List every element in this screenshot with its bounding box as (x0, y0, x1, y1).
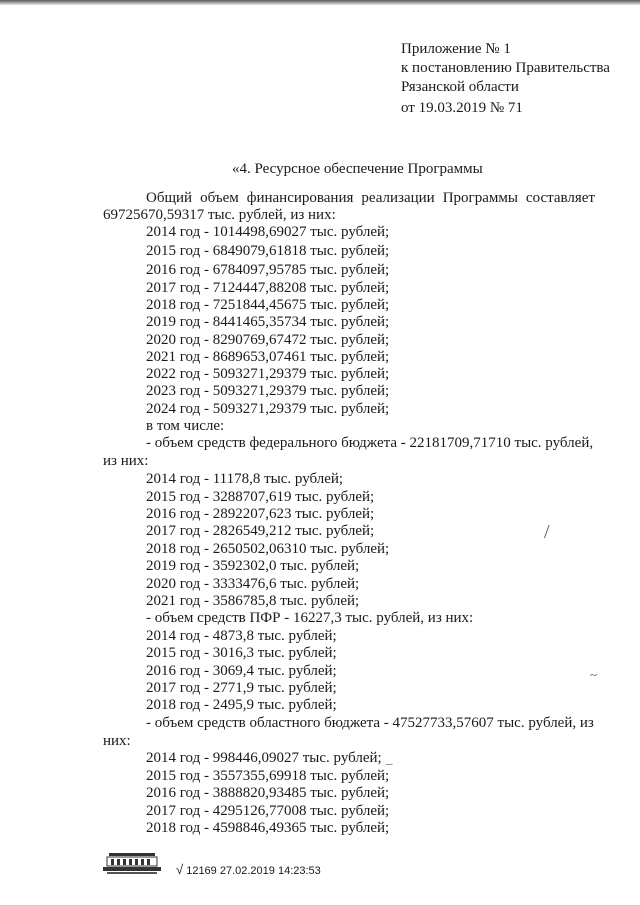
total-year-2024: 2024 год - 5093271,29379 тыс. рублей; (146, 401, 390, 417)
pfr-year-2018: 2018 год - 2495,9 тыс. рублей; (146, 697, 337, 713)
section-title: «4. Ресурсное обеспечение Программы (232, 161, 483, 177)
federal-heading: - объем средств федерального бюджета - 22181709,71710 тыс. рублей, (146, 435, 594, 451)
total-year-2021: 2021 год - 8689653,07461 тыс. рублей; (146, 349, 390, 365)
pfr-year-2016: 2016 год - 3069,4 тыс. рублей; (146, 663, 337, 679)
regional-year-2015: 2015 год - 3557355,69918 тыс. рублей; (146, 768, 390, 784)
federal-year-2017: 2017 год - 2826549,212 тыс. рублей; (146, 523, 375, 539)
pfr-year-2014: 2014 год - 4873,8 тыс. рублей; (146, 628, 337, 644)
federal-heading-cont: из них: (103, 453, 149, 469)
federal-year-2020: 2020 год - 3333476,6 тыс. рублей; (146, 576, 360, 592)
scan-mark: ~ (590, 667, 598, 682)
total-year-2020: 2020 год - 8290769,67472 тыс. рублей; (146, 332, 390, 348)
in-that-number: в том числе: (146, 418, 225, 434)
scan-edge (0, 0, 640, 5)
pfr-heading: - объем средств ПФР - 16227,3 тыс. рублей, из них: (146, 610, 474, 626)
scan-mark: _ (386, 751, 393, 766)
registration-mark-icon: √ (176, 862, 184, 877)
federal-year-2019: 2019 год - 3592302,0 тыс. рублей; (146, 558, 360, 574)
total-year-2016: 2016 год - 6784097,95785 тыс. рублей; (146, 262, 390, 278)
total-year-2015: 2015 год - 6849079,61818 тыс. рублей; (146, 243, 390, 259)
intro-paragraph: Общий объем финансирования реализации Программы составляет 69725670,59317 тыс. рублей, из них: (103, 190, 595, 223)
registration-text: 12169 27.02.2019 14:23:53 (186, 865, 321, 877)
regional-year-2016: 2016 год - 3888820,93485 тыс. рублей; (146, 785, 390, 801)
pfr-year-2017: 2017 год - 2771,9 тыс. рублей; (146, 680, 337, 696)
header-line-4: от 19.03.2019 № 71 (401, 100, 523, 116)
federal-year-2015: 2015 год - 3288707,619 тыс. рублей; (146, 489, 375, 505)
total-year-2022: 2022 год - 5093271,29379 тыс. рублей; (146, 366, 390, 382)
regional-year-2014: 2014 год - 998446,09027 тыс. рублей; (146, 750, 382, 766)
header-line-1: Приложение № 1 (401, 41, 511, 57)
pfr-year-2015: 2015 год - 3016,3 тыс. рублей; (146, 645, 337, 661)
registration-stamp (176, 862, 321, 877)
regional-year-2017: 2017 год - 4295126,77008 тыс. рублей; (146, 803, 390, 819)
total-year-2023: 2023 год - 5093271,29379 тыс. рублей; (146, 383, 390, 399)
total-year-2014: 2014 год - 1014498,69027 тыс. рублей; (146, 224, 390, 240)
registry-stamp-icon (103, 851, 161, 875)
regional-heading-cont: них: (103, 733, 131, 749)
total-year-2018: 2018 год - 7251844,45675 тыс. рублей; (146, 297, 390, 313)
regional-heading: - объем средств областного бюджета - 47527733,57607 тыс. рублей, из (146, 715, 594, 731)
total-year-2017: 2017 год - 7124447,88208 тыс. рублей; (146, 280, 390, 296)
federal-year-2021: 2021 год - 3586785,8 тыс. рублей; (146, 593, 360, 609)
total-year-2019: 2019 год - 8441465,35734 тыс. рублей; (146, 314, 390, 330)
federal-year-2016: 2016 год - 2892207,623 тыс. рублей; (146, 506, 375, 522)
header-line-2: к постановлению Правительства (401, 60, 610, 76)
regional-year-2018: 2018 год - 4598846,49365 тыс. рублей; (146, 820, 390, 836)
federal-year-2014: 2014 год - 11178,8 тыс. рублей; (146, 471, 344, 487)
scan-mark: / (544, 521, 550, 543)
appendix-header (401, 40, 610, 118)
federal-year-2018: 2018 год - 2650502,06310 тыс. рублей; (146, 541, 390, 557)
header-line-3: Рязанской области (401, 79, 519, 95)
